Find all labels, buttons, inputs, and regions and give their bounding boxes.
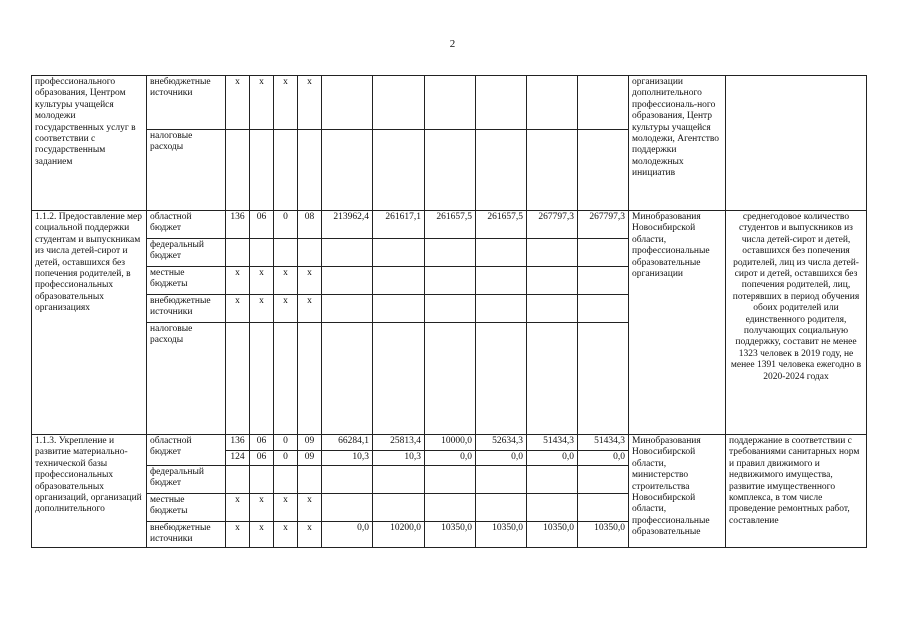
csr-cell	[298, 466, 322, 494]
result-cell: среднегодовое количество студентов и выпускников из числа детей-сирот и детей, оставшихся без попечения родителей, лиц из числа детей-сирот и детей, оставшихся без попечения родителей, лиц, потерявших в период обучения обоих родителей или единственного родителя, получающих социальную поддержку, составит не менее 1323 человек в 2019 году, не менее 1391 человека ежегодно в 2020-2024 годах	[726, 211, 867, 435]
value-cell: 66284,1	[322, 435, 373, 451]
value-cell	[373, 466, 425, 494]
value-cell: 261617,1	[373, 211, 425, 239]
value-cell	[373, 76, 425, 130]
pr-cell: х	[274, 522, 298, 548]
value-cell	[322, 323, 373, 435]
table-row	[32, 76, 867, 130]
value-cell	[476, 239, 527, 267]
value-cell	[578, 130, 629, 211]
rz-cell: 06	[250, 211, 274, 239]
value-cell: 10350,0	[425, 522, 476, 548]
pr-cell	[274, 323, 298, 435]
csr-cell	[298, 239, 322, 267]
value-cell: 10000,0	[425, 435, 476, 451]
funding-source-cell: областной бюджет	[147, 211, 226, 239]
value-cell	[527, 239, 578, 267]
value-cell	[425, 76, 476, 130]
value-cell	[373, 295, 425, 323]
csr-cell: х	[298, 295, 322, 323]
value-cell	[578, 267, 629, 295]
value-cell: 51434,3	[578, 435, 629, 451]
rz-cell: 06	[250, 451, 274, 466]
program-table	[31, 75, 867, 548]
funding-source-cell: внебюджетные источники	[147, 295, 226, 323]
value-cell: 213962,4	[322, 211, 373, 239]
value-cell	[425, 239, 476, 267]
result-cell	[726, 76, 867, 211]
csr-cell: 08	[298, 211, 322, 239]
value-cell	[373, 239, 425, 267]
pr-cell	[274, 130, 298, 211]
pr-cell: 0	[274, 451, 298, 466]
csr-cell: 09	[298, 435, 322, 451]
csr-cell: х	[298, 522, 322, 548]
rz-cell: х	[250, 494, 274, 522]
funding-source-cell: внебюджетные источники	[147, 76, 226, 130]
value-cell	[425, 466, 476, 494]
csr-cell	[298, 130, 322, 211]
rz-cell	[250, 323, 274, 435]
value-cell	[527, 76, 578, 130]
funding-source-cell: внебюджетные источники	[147, 522, 226, 548]
result-cell: поддержание в соответствии с требованиями санитарных норм и правил движимого и недвижимого имущества, развитие имущественного комплекса, в том числе проведение ремонтных работ, составление	[726, 435, 867, 548]
value-cell: 10200,0	[373, 522, 425, 548]
value-cell	[476, 130, 527, 211]
csr-cell: х	[298, 267, 322, 295]
value-cell: 10,3	[322, 451, 373, 466]
rz-cell	[250, 239, 274, 267]
value-cell: 0,0	[527, 451, 578, 466]
value-cell	[527, 466, 578, 494]
kgrbs-cell: х	[226, 522, 250, 548]
value-cell	[527, 130, 578, 211]
pr-cell: 0	[274, 211, 298, 239]
value-cell	[425, 494, 476, 522]
value-cell	[527, 323, 578, 435]
value-cell	[476, 323, 527, 435]
rz-cell: х	[250, 522, 274, 548]
value-cell: 25813,4	[373, 435, 425, 451]
value-cell	[373, 130, 425, 211]
value-cell	[578, 76, 629, 130]
table-row	[32, 211, 867, 239]
value-cell	[425, 130, 476, 211]
value-cell	[527, 267, 578, 295]
csr-cell: 09	[298, 451, 322, 466]
value-cell	[322, 466, 373, 494]
value-cell	[373, 267, 425, 295]
value-cell: 51434,3	[527, 435, 578, 451]
value-cell	[425, 295, 476, 323]
value-cell	[578, 494, 629, 522]
value-cell	[578, 323, 629, 435]
measure-name-cell: 1.1.2. Предоставление мер социальной поддержки студентам и выпускникам из числа детей-сирот и детей, оставшихся без попечения родителей, в профессиональных образовательных организациях	[32, 211, 147, 435]
kgrbs-cell: х	[226, 295, 250, 323]
rz-cell	[250, 466, 274, 494]
csr-cell	[298, 323, 322, 435]
rz-cell: 06	[250, 435, 274, 451]
value-cell: 267797,3	[527, 211, 578, 239]
pr-cell	[274, 239, 298, 267]
kgrbs-cell: 136	[226, 211, 250, 239]
value-cell: 10350,0	[578, 522, 629, 548]
value-cell	[578, 466, 629, 494]
value-cell	[322, 295, 373, 323]
value-cell	[322, 76, 373, 130]
value-cell	[373, 323, 425, 435]
value-cell	[322, 130, 373, 211]
value-cell: 10,3	[373, 451, 425, 466]
value-cell	[322, 494, 373, 522]
value-cell	[322, 267, 373, 295]
value-cell	[527, 295, 578, 323]
pr-cell: х	[274, 76, 298, 130]
kgrbs-cell: 136	[226, 435, 250, 451]
kgrbs-cell	[226, 239, 250, 267]
kgrbs-cell: 124	[226, 451, 250, 466]
rz-cell: х	[250, 267, 274, 295]
value-cell	[476, 494, 527, 522]
funding-source-cell: областной бюджет	[147, 435, 226, 466]
rz-cell: х	[250, 76, 274, 130]
value-cell: 261657,5	[476, 211, 527, 239]
funding-source-cell: федеральный бюджет	[147, 466, 226, 494]
funding-source-cell: налоговые расходы	[147, 130, 226, 211]
value-cell: 0,0	[322, 522, 373, 548]
value-cell: 267797,3	[578, 211, 629, 239]
funding-source-cell: местные бюджеты	[147, 494, 226, 522]
value-cell	[476, 267, 527, 295]
pr-cell: х	[274, 295, 298, 323]
value-cell: 0,0	[425, 451, 476, 466]
table-row	[32, 435, 867, 451]
value-cell	[476, 76, 527, 130]
value-cell	[425, 323, 476, 435]
pr-cell	[274, 466, 298, 494]
kgrbs-cell	[226, 323, 250, 435]
executor-cell: организации дополнительного профессиональ-ного образования, Центр культуры учащейся молодежи, Агентство поддержки молодежных инициатив	[629, 76, 726, 211]
pr-cell: х	[274, 494, 298, 522]
value-cell: 10350,0	[476, 522, 527, 548]
value-cell	[322, 239, 373, 267]
value-cell: 0,0	[578, 451, 629, 466]
value-cell: 52634,3	[476, 435, 527, 451]
rz-cell	[250, 130, 274, 211]
csr-cell: х	[298, 494, 322, 522]
value-cell	[476, 466, 527, 494]
kgrbs-cell: х	[226, 494, 250, 522]
value-cell	[373, 494, 425, 522]
kgrbs-cell	[226, 130, 250, 211]
value-cell: 0,0	[476, 451, 527, 466]
funding-source-cell: налоговые расходы	[147, 323, 226, 435]
kgrbs-cell: х	[226, 267, 250, 295]
value-cell: 261657,5	[425, 211, 476, 239]
funding-source-cell: местные бюджеты	[147, 267, 226, 295]
funding-source-cell: федеральный бюджет	[147, 239, 226, 267]
measure-name-cell: профессионального образования, Центром культуры учащейся молодежи государственных услуг в соответствии с государственным заданием	[32, 76, 147, 211]
pr-cell: 0	[274, 435, 298, 451]
kgrbs-cell	[226, 466, 250, 494]
value-cell	[578, 295, 629, 323]
rz-cell: х	[250, 295, 274, 323]
value-cell	[425, 267, 476, 295]
value-cell	[527, 494, 578, 522]
csr-cell: х	[298, 76, 322, 130]
value-cell	[578, 239, 629, 267]
executor-cell: Минобразования Новосибирской области, профессиональные образовательные организации	[629, 211, 726, 435]
measure-name-cell: 1.1.3. Укрепление и развитие материально-технической базы профессиональных образовательных организаций, организаций дополнительного	[32, 435, 147, 548]
value-cell: 10350,0	[527, 522, 578, 548]
kgrbs-cell: х	[226, 76, 250, 130]
value-cell	[476, 295, 527, 323]
pr-cell: х	[274, 267, 298, 295]
executor-cell: Минобразования Новосибирской области, министерство строительства Новосибирской области, профессиональные образовательные	[629, 435, 726, 548]
page-number: 2	[449, 38, 456, 50]
